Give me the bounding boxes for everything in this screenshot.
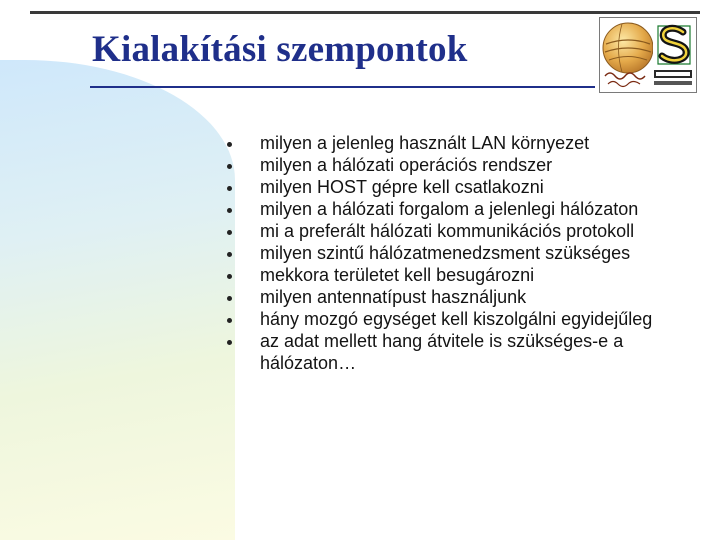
list-item: [227, 198, 697, 220]
bullet-icon: [227, 186, 232, 191]
list-item: [227, 308, 697, 330]
list-item: [227, 242, 697, 264]
sarkany-logo-icon: [599, 17, 697, 93]
slide-title: Kialakítási szempontok: [92, 29, 468, 70]
bullet-icon: [227, 164, 232, 169]
bullet-icon: [227, 208, 232, 213]
list-item: [227, 264, 697, 286]
bullet-icon: [227, 296, 232, 301]
bullet-text: mekkora területet kell besugározni: [260, 265, 535, 285]
list-item: [227, 220, 697, 242]
bullet-text: milyen HOST gépre kell csatlakozni: [260, 177, 544, 197]
bullet-text: hány mozgó egységet kell kiszolgálni egyidejűleg: [260, 309, 653, 329]
title-underline: [90, 86, 595, 88]
bullet-icon: [227, 252, 232, 257]
list-item: [227, 330, 697, 374]
list-item: [227, 154, 697, 176]
bullet-text: milyen a hálózati operációs rendszer: [260, 155, 553, 175]
bullet-text: milyen szintű hálózatmenedzsment szükséges: [260, 243, 631, 263]
bullet-icon: [227, 274, 232, 279]
top-rule: [30, 11, 700, 14]
bullet-icon: [227, 318, 232, 323]
bullet-icon: [227, 142, 232, 147]
bullet-icon: [227, 340, 232, 345]
bullet-text: milyen a hálózati forgalom a jelenlegi hálózaton: [260, 199, 639, 219]
list-item: [227, 286, 697, 308]
bullet-text: az adat mellett hang átvitele is szükséges-e a hálózaton…: [260, 331, 624, 373]
background-gradient: [0, 60, 235, 540]
bullet-icon: [227, 230, 232, 235]
bullet-text: milyen a jelenleg használt LAN környezet: [260, 133, 590, 153]
bullet-list: [227, 132, 697, 374]
list-item: [227, 132, 697, 154]
list-item: [227, 176, 697, 198]
bullet-text: mi a preferált hálózati kommunikációs protokoll: [260, 221, 635, 241]
bullet-text: milyen antennatípust használjunk: [260, 287, 527, 307]
